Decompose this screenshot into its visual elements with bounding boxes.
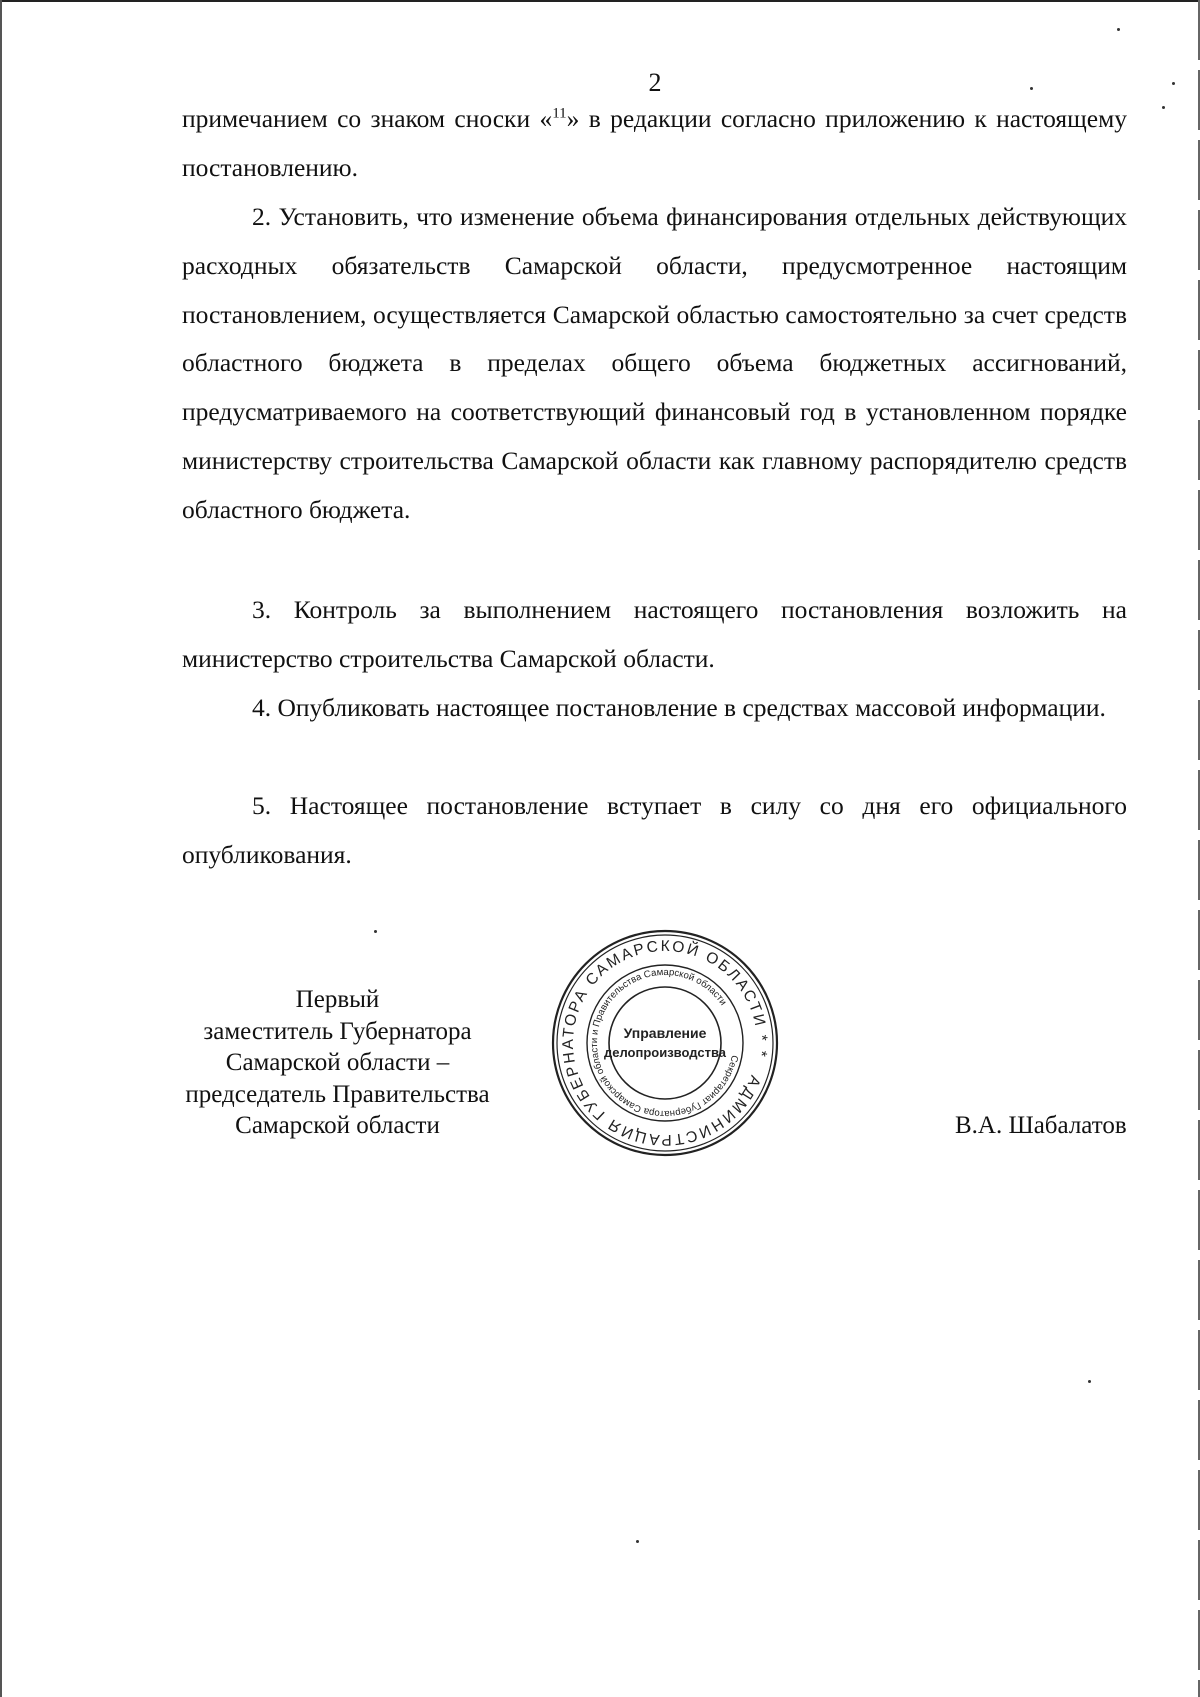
scan-speck xyxy=(1030,87,1033,90)
stamp-center-line-1: Управление xyxy=(623,1025,707,1041)
signer-line-4: председатель Правительства xyxy=(185,1080,490,1108)
stamp-inner-ring-text: Секретариат Губернатора Самарской области и Правительства Самарской области xyxy=(588,966,740,1120)
paragraph-5 xyxy=(182,782,1127,880)
paragraph-2-text: 2. Установить, что изменение объема финансирования отдельных действующих расходных обязательств Самарской области, предусмотренное настоящим постановлением, осуществляется Самарской областью самостоятельно за счет средств областного бюджета в пределах общего объема бюджетных ассигнований, предусматриваемого на соответствующий финансовый год в установленном порядке министерству строительства Самарской области как главному распорядителю средств областного бюджета. xyxy=(182,202,1127,524)
paragraph-2 xyxy=(182,193,1127,535)
paragraph-5-text: 5. Настоящее постановление вступает в силу со дня его официального опубликования. xyxy=(182,791,1127,869)
scan-speck xyxy=(1088,1380,1091,1383)
signer-line-2: заместитель Губернатора xyxy=(203,1017,472,1045)
paragraph-continuation xyxy=(182,95,1127,193)
paragraph-4 xyxy=(182,684,1127,733)
paragraph-3 xyxy=(182,586,1127,684)
scan-speck xyxy=(374,930,377,933)
page-number: 2 xyxy=(648,68,662,97)
paragraph-3-text: 3. Контроль за выполнением настоящего постановления возложить на министерство строительства Самарской области. xyxy=(182,595,1127,673)
signatory-name: В.А. Шабалатов xyxy=(955,1112,1127,1139)
scan-speck xyxy=(1117,28,1120,31)
signer-line-3: Самарской области – xyxy=(225,1049,450,1076)
paragraph-4-text: 4. Опубликовать настоящее постановление в средствах массовой информации. xyxy=(252,693,1106,722)
stamp-outer-ring-text: АДМИНИСТРАЦИЯ ГУБЕРНАТОРА САМАРСКОЙ ОБЛАСТИ * * xyxy=(559,937,771,1149)
footnote-mark: 11 xyxy=(552,105,567,122)
scan-edge-left xyxy=(0,0,2,1697)
signer-line-5: Самарской области xyxy=(235,1112,440,1139)
continuation-text-start: примечанием со знаком сноски « xyxy=(182,104,553,133)
signer-line-1: Первый xyxy=(295,986,380,1013)
scan-speck xyxy=(1162,106,1165,109)
continuation-text-end: » в редакции согласно приложению к настоящему постановлению. xyxy=(182,104,1128,182)
stamp-center-line-2: делопроизводства xyxy=(603,1045,727,1060)
scan-edge-top xyxy=(0,0,1200,2)
signer-title xyxy=(160,984,515,1142)
scan-speck xyxy=(1172,82,1175,85)
scan-speck xyxy=(636,1540,639,1543)
official-stamp xyxy=(550,928,780,1158)
